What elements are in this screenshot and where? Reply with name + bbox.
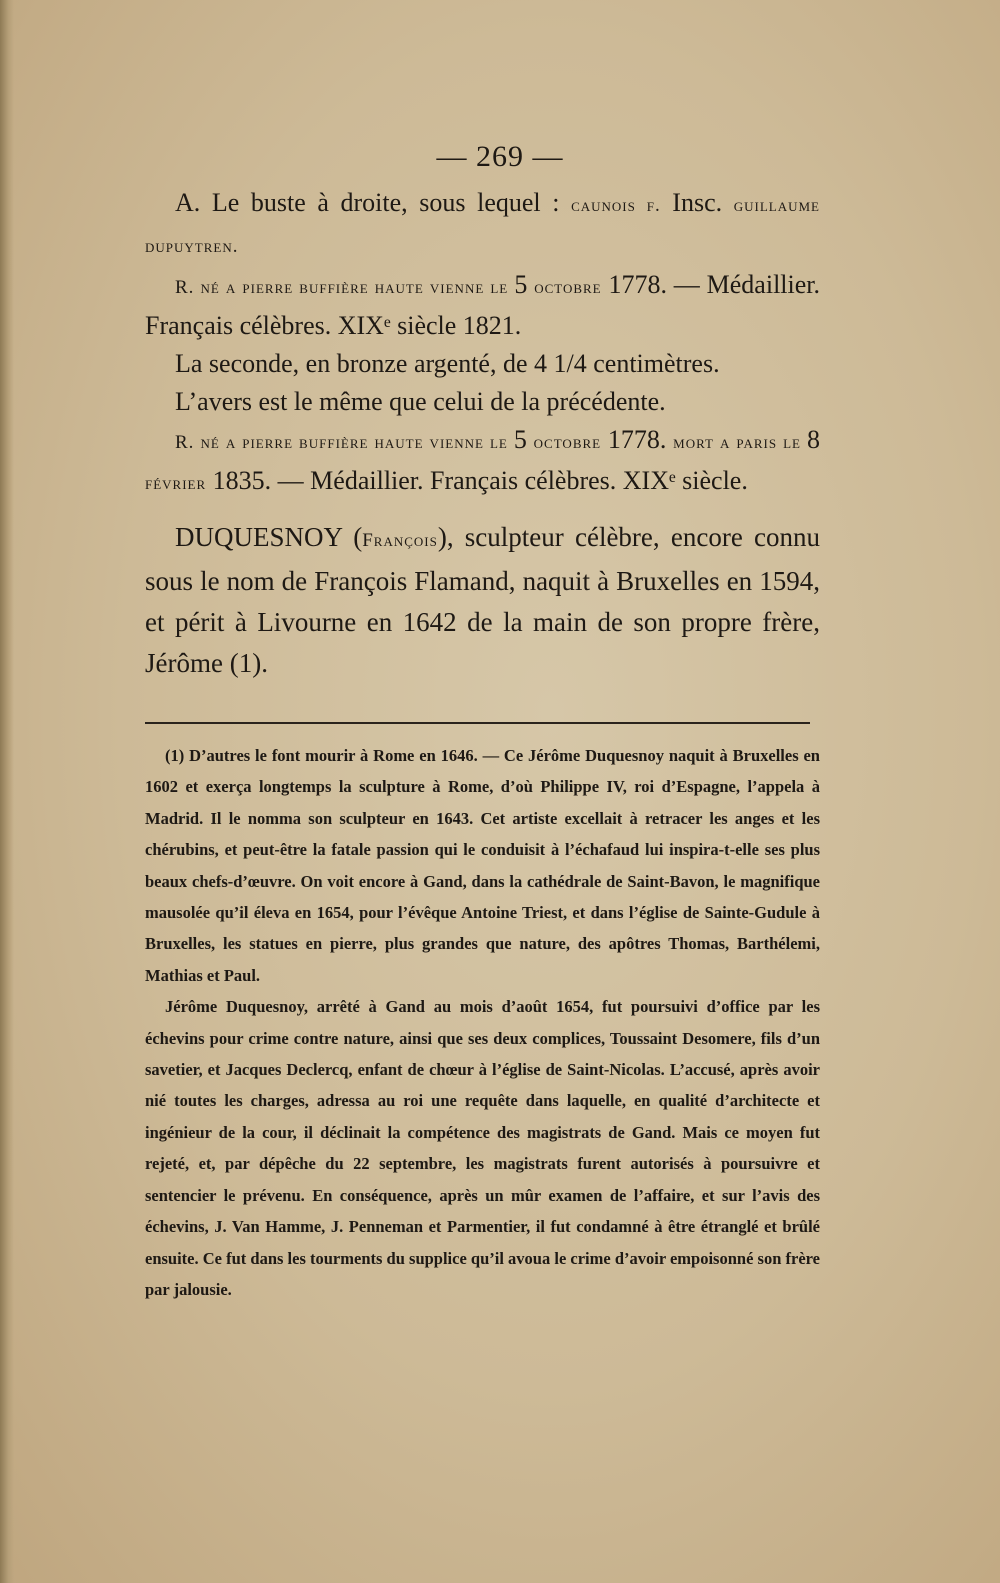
text-run: février xyxy=(145,473,207,494)
text-run: 1778. — Médaillier. Français célèbres. XIXᵉ siècle 1821. xyxy=(145,270,820,340)
main-text xyxy=(145,184,820,684)
footnote-paragraph: Jérôme Duquesnoy, arrêté à Gand au mois d’août 1654, fut poursuivi d’office par les échevins pour crime contre nature, ainsi que ses deux complices, Toussaint Desomere, fils d’un savetier, et Jacques Declercq, enfant de chœur à l’église de Saint-Nicolas. L’accusé, après avoir nié toutes les charges, adressa au roi une requête dans laquelle, en qualité d’architecte et ingénieur de la cour, il déclinait la compétence des magistrats de Gand. Mais ce moyen fut rejeté, et, par dépêche du 22 septembre, les magistrats furent autorisés à poursuivre et sentencier le prévenu. En conséquence, après un mûr examen de l’affaire, et sur l’avis des échevins, J. Van Hamme, J. Penneman et Parmentier, il fut condamné à être étranglé et brûlé ensuite. Ce fut dans les tourments du supplice qu’il avoua le crime d’avoir empoisonné son frère par jalousie. xyxy=(145,997,820,1299)
text-run: 1778. xyxy=(601,425,674,454)
footnote-paragraph: (1) D’autres le font mourir à Rome en 1646. — Ce Jérôme Duquesnoy naquit à Bruxelles en 1602 et exerça longtemps la sculpture à Rome, d’où Philippe IV, roi d’Espagne, l’appela à Madrid. Il le nomma son sculpteur en 1643. Cet artiste excellait à retracer les anges et les chérubins, et peut-être la fatale passion qui le conduisit à l’échafaud lui inspira-t-elle ses plus beaux chefs-d’œuvre. On voit encore à Gand, dans la cathédrale de Saint-Bavon, le magnifique mausolée qu’il éleva en 1654, pour l’évêque Antoine Triest, et dans l’église de Sainte-Gudule à Bruxelles, les statues en pierre, plus grandes que nature, des apôtres Thomas, Barthélemi, Mathias et Paul. xyxy=(145,746,820,985)
text-run: octobre xyxy=(533,432,602,453)
text-run: A. Le buste à droite, sous lequel : xyxy=(175,188,572,217)
footnotes xyxy=(145,740,820,1305)
entry-duquesnoy: DUQUESNOY (François), sculpteur célèbre, encore connu sous le nom de François Flamand, naquit à Bruxelles en 1594, et périt à Livourne en 1642 de la main de son propre frère, Jérôme (1). xyxy=(145,522,820,678)
subject-name: guillaume dupuytren. xyxy=(145,195,820,257)
entry-first-name: François xyxy=(362,530,438,551)
text-run: L’avers est le même que celui de la précédente. xyxy=(175,387,666,416)
text-run: La seconde, en bronze argenté, de 4 1/4 centimètres. xyxy=(175,349,720,378)
text-run: mort a paris le xyxy=(673,432,807,453)
text-run: octobre xyxy=(534,277,602,298)
text-run: R. né a pierre buffière haute vienne le xyxy=(175,432,514,453)
text-run: 5 xyxy=(513,425,534,454)
engraver-name: caunois f. xyxy=(571,195,661,216)
text-run: 5 xyxy=(514,270,535,299)
paragraph-second-medal xyxy=(145,345,820,383)
text-run: 8 xyxy=(807,425,820,454)
entry-name: DUQUESNOY xyxy=(175,522,342,552)
paragraph-reverse-2 xyxy=(145,421,820,503)
entry-text: , sculpteur célèbre, encore connu sous le nom de François Flamand, naquit à Bruxelles en 1594, et périt à Livourne en 1642 de la main de son propre frère, Jérôme (1). xyxy=(145,522,820,678)
footnote-rule xyxy=(145,722,810,724)
text-run: Insc. xyxy=(660,188,734,217)
paragraph-reverse-1 xyxy=(145,266,820,345)
text-run: R. né a pierre buffière haute vienne le xyxy=(175,277,515,298)
paragraph-obverse xyxy=(145,383,820,421)
paragraph-bust xyxy=(145,184,820,266)
page-edge-shadow xyxy=(0,0,14,1583)
page-number: — 269 — xyxy=(436,140,564,173)
text-run: 1835. — Médaillier. Français célèbres. XIXᵉ siècle. xyxy=(206,466,748,495)
